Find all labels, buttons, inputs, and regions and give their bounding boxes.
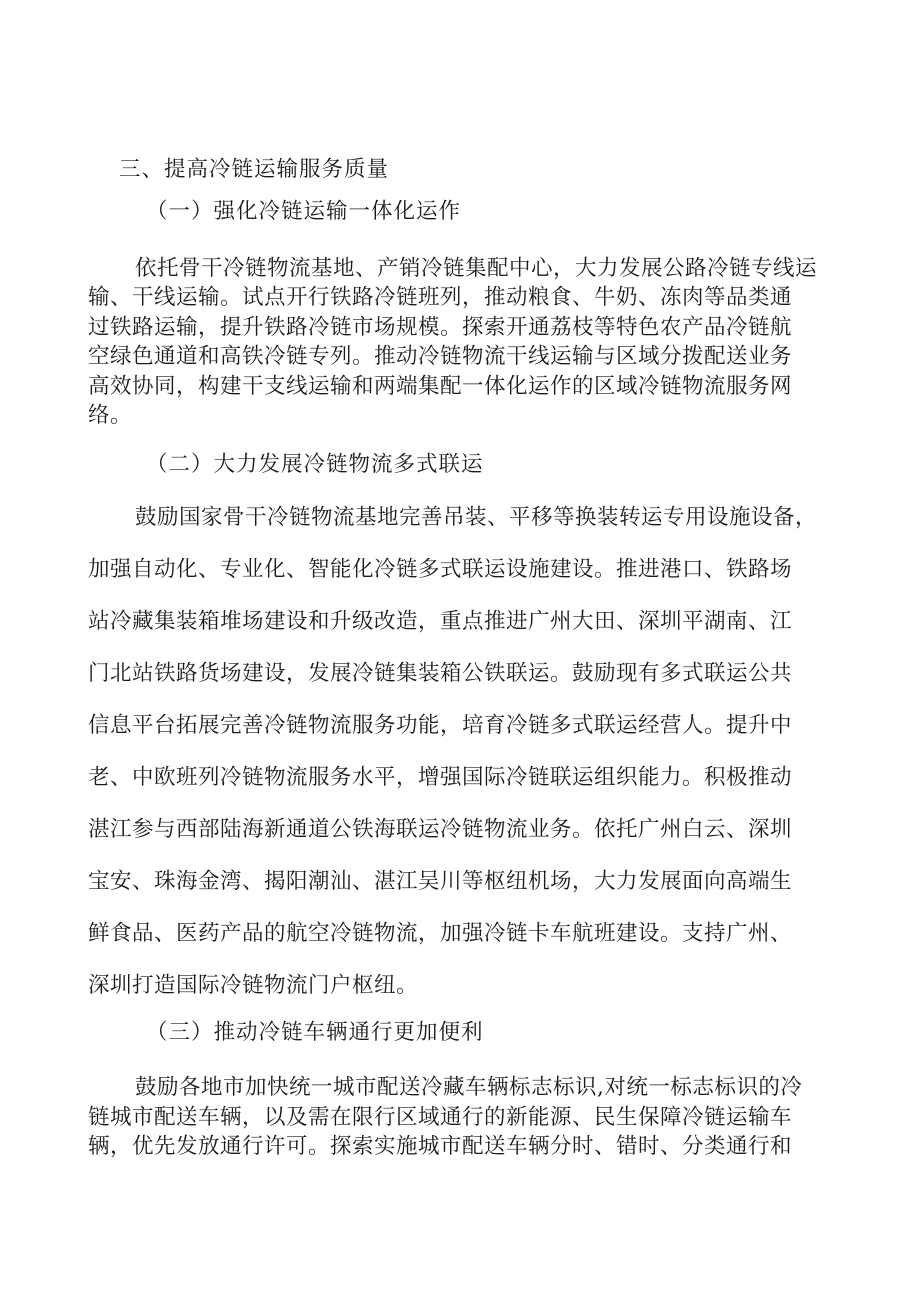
paragraph-line: 鲜食品、医药产品的航空冷链物流，加强冷链卡车航班建设。支持广州、 (88, 921, 793, 946)
subsection-heading-3: （三）推动冷链车辆通行更加便利 (146, 1020, 484, 1045)
paragraph-line: 老、中欧班列冷链物流服务水平，增强国际冷链联运组织能力。积极推动 (88, 765, 793, 790)
paragraph-line: 链城市配送车辆，以及需在限行区域通行的新能源、民生保障冷链运输车 (88, 1105, 793, 1130)
paragraph-line: 空绿色通道和高铁冷链专列。推动冷链物流干线运输与区域分拨配送业务 (88, 344, 793, 369)
paragraph-line: 依托骨干冷链物流基地、产销冷链集配中心，大力发展公路冷链专线运 (135, 256, 818, 281)
paragraph-line: 过铁路运输，提升铁路冷链市场规模。探索开通荔枝等特色农产品冷链航 (88, 315, 793, 340)
paragraph-line: 高效协同，构建干支线运输和两端集配一体化运作的区域冷链物流服务网 (88, 374, 793, 399)
paragraph-line: 门北站铁路货场建设，发展冷链集装箱公铁联运。鼓励现有多式联运公共 (88, 661, 793, 686)
paragraph-line: 鼓励国家骨干冷链物流基地完善吊装、平移等换装转运专用设施设备， (135, 505, 818, 530)
paragraph-line: 深圳打造国际冷链物流门户枢纽。 (88, 973, 419, 998)
paragraph-line: 辆，优先发放通行许可。探索实施城市配送车辆分时、错时、分类通行和 (88, 1134, 793, 1159)
subsection-heading-2: （二）大力发展冷链物流多式联运 (146, 452, 484, 477)
paragraph-line: 湛江参与西部陆海新通道公铁海联运冷链物流业务。依托广州白云、深圳 (88, 817, 793, 842)
paragraph-line: 信息平台拓展完善冷链物流服务功能，培育冷链多式联运经营人。提升中 (88, 713, 793, 738)
subsection-heading-1: （一）强化冷链运输一体化运作 (146, 199, 462, 224)
paragraph-line: 络。 (88, 403, 133, 428)
section-heading: 三、提高冷链运输服务质量 (119, 157, 390, 182)
paragraph-line: 站冷藏集装箱堆场建设和升级改造，重点推进广州大田、深圳平湖南、江 (88, 609, 793, 634)
paragraph-line: 鼓励各地市加快统一城市配送冷藏车辆标志标识,对统一标志标识的冷 (135, 1075, 803, 1100)
paragraph-line: 输、干线运输。试点开行铁路冷链班列，推动粮食、牛奶、冻肉等品类通 (88, 285, 793, 310)
paragraph-line: 加强自动化、专业化、智能化冷链多式联运设施建设。推进港口、铁路场 (88, 557, 793, 582)
paragraph-line: 宝安、珠海金湾、揭阳潮汕、湛江吴川等枢纽机场，大力发展面向高端生 (88, 869, 793, 894)
